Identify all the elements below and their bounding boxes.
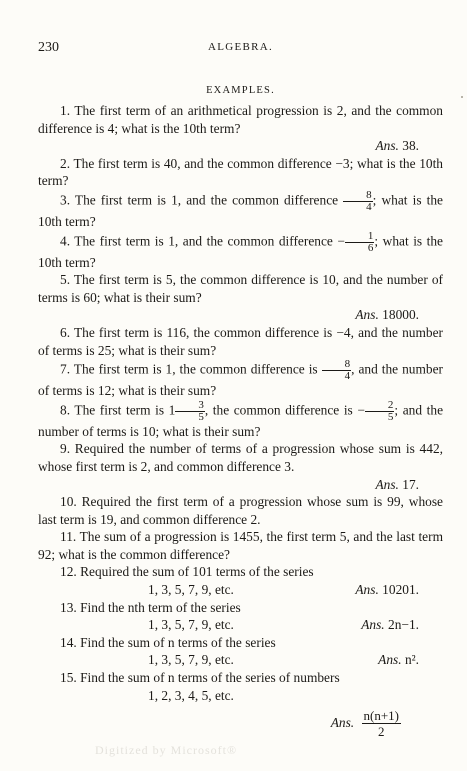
page-number: 230: [38, 40, 59, 55]
series-text: 1, 3, 5, 7, 9, etc.: [148, 582, 234, 598]
problem-1: 1. The first term of an arithmetical progression is 2, and the common difference is 4; what is the 10th term?: [38, 103, 443, 136]
answer-value: 17.: [402, 476, 419, 492]
running-head: [38, 40, 443, 60]
fraction: [362, 708, 402, 739]
problem-text: ; what is the 10th term?: [38, 192, 443, 229]
section-title: EXAMPLES.: [206, 85, 275, 96]
running-title: ALGEBRA.: [207, 41, 274, 53]
answer-label: Ans.: [375, 476, 399, 492]
problem-text: 7. The first term is 1, the common difference is: [60, 361, 322, 377]
fraction-denominator: 2: [378, 724, 385, 740]
problem-4: [38, 231, 443, 272]
answer-value: n².: [404, 652, 419, 668]
problem-text: 4. The first term is 1, and the common difference −: [60, 233, 345, 249]
problem-list: [38, 102, 443, 739]
problem-text: ; and the number of terms is 10; what is their sum?: [38, 402, 444, 439]
fraction-numerator: 8: [343, 190, 373, 202]
answer-1: [38, 137, 443, 155]
answer-15: [38, 708, 443, 739]
series-text: 1, 2, 3, 4, 5, etc.: [148, 687, 234, 703]
problem-text: , the common difference is −: [204, 402, 365, 418]
fraction-numerator: n(n+1): [363, 708, 399, 724]
fraction: [365, 400, 395, 423]
problem-2: 2. The first term is 40, and the common difference −3; what is the 10th term?: [38, 155, 443, 189]
series-text: 1, 3, 5, 7, 9, etc.: [148, 652, 234, 668]
series-answer: [355, 581, 419, 599]
fraction-numerator: 3: [175, 400, 205, 412]
series-answer: [361, 616, 419, 634]
answer-label: Ans.: [330, 714, 355, 730]
problem-3: [38, 190, 443, 231]
problem-text: ; what is the 10th term?: [38, 233, 443, 270]
problem-14: 14. Find the sum of n terms of the series: [60, 634, 276, 650]
problem-5: 5. The first term is 5, the common difference is 10, and the number of terms is 60; what is their sum?: [38, 272, 443, 305]
answer-label: Ans.: [375, 138, 399, 154]
problem-7: [38, 359, 443, 400]
series-12: [38, 581, 443, 599]
problem-8: [38, 400, 443, 441]
fraction: [343, 190, 373, 213]
fraction-denominator: 6: [367, 241, 374, 254]
answer-label: Ans.: [355, 582, 379, 598]
answer-value: 10201.: [382, 582, 419, 598]
fraction-denominator: 5: [387, 410, 394, 423]
problem-text: 3. The first term is 1, and the common difference: [60, 192, 344, 208]
answer-9: [38, 476, 443, 494]
answer-label: Ans.: [355, 307, 379, 323]
fraction-denominator: 5: [198, 410, 204, 423]
fraction: [322, 359, 352, 382]
fraction: [175, 400, 205, 423]
fraction-numerator: 8: [322, 359, 352, 371]
series-14: [38, 651, 443, 669]
series-answer: [378, 651, 419, 669]
fraction-numerator: 1: [345, 231, 375, 243]
digitization-watermark: Digitized by Microsoft®: [95, 743, 238, 757]
answer-label: Ans.: [378, 652, 402, 668]
problem-text: 8. The first term is 1: [60, 402, 176, 418]
problem-10: 10. Required the first term of a progression whose sum is 99, whose last term is 19, and common difference 2.: [38, 494, 443, 527]
fraction-numerator: 2: [365, 400, 395, 412]
series-15: [38, 687, 443, 705]
answer-value: 18000.: [382, 307, 419, 323]
fraction-denominator: 4: [344, 370, 351, 383]
series-13: [38, 616, 443, 634]
problem-11: 11. The sum of a progression is 1455, the first term 5, and the last term 92; what is the common difference?: [38, 529, 443, 562]
answer-5: [38, 306, 443, 324]
answer-value: 38.: [402, 138, 419, 154]
fraction: [345, 231, 375, 254]
fraction-denominator: 4: [366, 200, 372, 213]
problem-9: 9. Required the number of terms of a progression whose sum is 442, whose first term is 2, and common difference 3.: [38, 441, 443, 474]
problem-text: , and the number of terms is 12; what is their sum?: [38, 361, 443, 399]
problem-15: 15. Find the sum of n terms of the series of numbers: [60, 670, 340, 686]
problem-6: 6. The first term is 116, the common difference is −4, and the number of terms is 25; what is their sum?: [38, 324, 443, 358]
answer-label: Ans.: [361, 617, 385, 633]
problem-12: 12. Required the sum of 101 terms of the series: [60, 564, 314, 580]
problem-13: 13. Find the nth term of the series: [60, 599, 241, 615]
margin-speck: [461, 96, 463, 98]
series-text: 1, 3, 5, 7, 9, etc.: [148, 617, 234, 633]
answer-value: 2n−1.: [388, 617, 419, 633]
